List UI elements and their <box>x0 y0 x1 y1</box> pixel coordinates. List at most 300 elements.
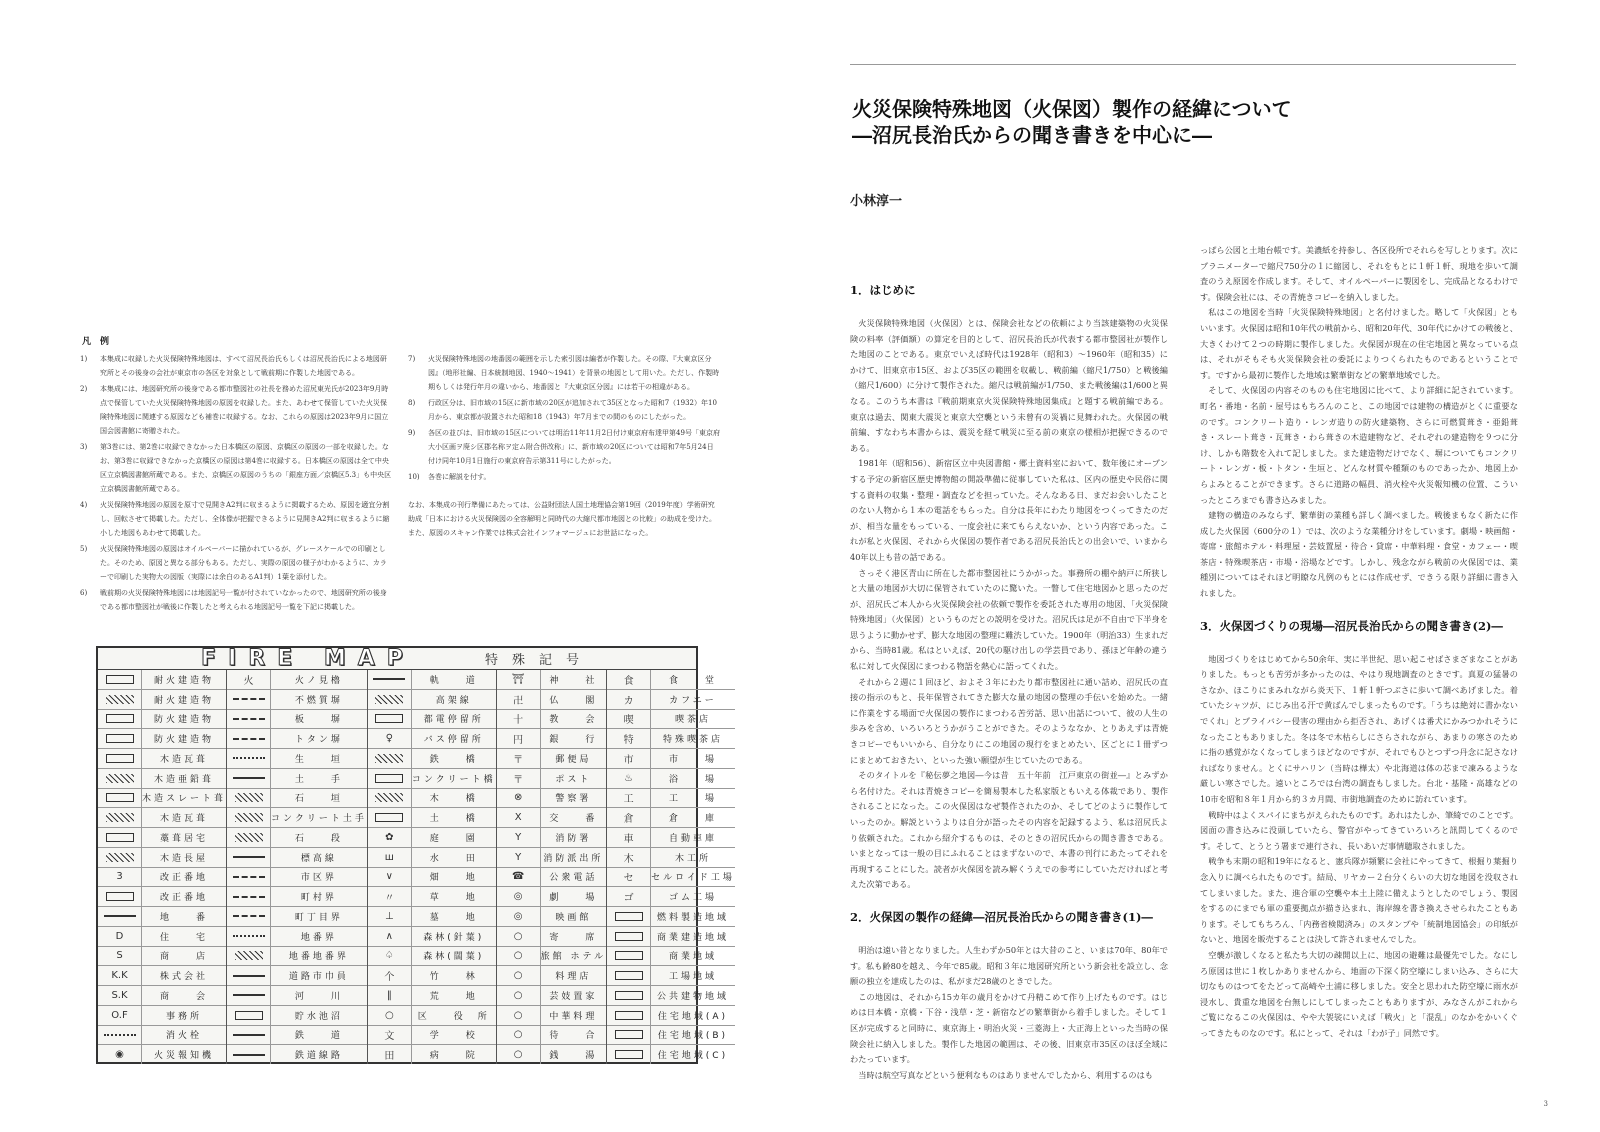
map-symbol-label: 草 地 <box>429 893 478 904</box>
map-symbol-label: カフエー <box>669 695 717 706</box>
fire-map-entry <box>98 729 226 749</box>
map-symbol-icon <box>98 808 142 827</box>
map-symbol-shape-icon <box>233 975 265 977</box>
map-symbol-label: 火ノ見櫓 <box>294 675 343 686</box>
fire-map-entry <box>368 808 496 828</box>
legend-item <box>408 470 720 484</box>
map-symbol-label: 石 段 <box>294 833 343 844</box>
fire-map-entry <box>607 868 735 888</box>
legend-item-text: 戦前期の火災保険特殊地図には地図記号一覧が付されていなかったので、地図研究所の後身である都市整図社が戦後に作製したと考えられる地図記号一覧を下記に掲載した。 <box>100 589 387 611</box>
map-symbol-icon: 木 <box>607 848 651 867</box>
article-paragraph: 火災保険特殊地図（火保図）とは、保険会社などの依頼により当該建築物の火災保険の料率（評価額）の算定を目的として、沼尻長治氏が代表する都市整図社が製作した地図のことである。東京でいえば時代は1928年（昭和3）〜1960年（昭和35）にかけて、旧東京市15区、および35区の範囲を収載し、戦前編（縮尺1/750）と戦後編（縮尺1/600）に分けて製作された。縮尺は戦前編が1/750、また戦後編は1/600と異なる。このうち本書は『戦前期東京火災保険特殊地図集成』と題する戦前編である。東京は過去、関東大震災と東京大空襲という未曾有の災禍に見舞われた。火保図の戦前編、すなわち本書からは、震災を経て戦災に至る前の東京の様相が把握できるのである。 <box>850 318 1168 453</box>
article-paragraph: そのタイトルを『秘伝夢之地図―今は昔 五十年前 江戸東京の街並―』とみずから名付けた。それは青焼きコピーを簡易製本した私家版ともいえる体裁であり、製作されることになった。この火保図はなぜ製作されたのか、そしてどのように製作していったのか。解説というよりは自分が語ったその内容を記録するよう、私は沼尻氏より依頼された。これから紹介するものは、そのときの沼尻氏からの聞き書きである。いまとなっては一般の目にふれることはまずないので、本書の刊行にあたってそれを再現することにした。読者が火保図を読み解くうえでの参考にしていただければと考えた次第である。 <box>850 770 1168 890</box>
map-symbol-label: 病 院 <box>429 1051 478 1062</box>
fire-map-entry <box>227 907 367 927</box>
fire-map-entry <box>98 848 226 868</box>
map-symbol-shape-icon <box>106 833 134 842</box>
legend-item-number: 8) <box>408 399 416 407</box>
legend-item-number: 10) <box>408 473 420 481</box>
fire-map-entry <box>227 710 367 730</box>
legend-item-text: 第3巻には、第2巻に収録できなかった日本橋区の原図、京橋区の原図の一部を収録した。なお、第3巻に収録できなかった京橋区の原図は第4巻に収録する。日本橋区の原図は全て中央区立京橋図書館所蔵である。また、京橋区の原図のうちの「銀座方面／京橋区5.3」も中央区立京橋図書館所蔵である。 <box>100 443 392 493</box>
article-paragraph: 当時は航空写真などという便利なものはありませんでしたから、利用するのはも <box>858 1069 1153 1080</box>
map-symbol-label: 市区界 <box>300 873 337 884</box>
legend-item-text: 各巻に解説を付す。 <box>428 473 491 481</box>
map-symbol-icon: 〒 <box>497 749 541 768</box>
map-symbol-label: ポスト <box>555 774 592 785</box>
map-symbol-label: 工場地域 <box>668 972 717 983</box>
fire-map-entry <box>607 710 735 730</box>
map-symbol-icon: ⊗ <box>497 789 541 808</box>
map-symbol-label: 生 垣 <box>294 754 343 765</box>
fire-map-entry <box>607 789 735 809</box>
map-symbol-icon: ⛩ <box>497 670 541 689</box>
map-symbol-label: 待 合 <box>549 1031 598 1042</box>
map-symbol-shape-icon <box>104 1034 136 1036</box>
map-symbol-icon: K.K <box>98 966 142 985</box>
fire-map-entry <box>497 749 606 769</box>
map-symbol-label: 軌 道 <box>429 675 478 686</box>
map-symbol-label: 消防署 <box>555 833 592 844</box>
legend-item-number: 9) <box>408 429 416 437</box>
legend-item-number: 7) <box>408 355 416 363</box>
map-symbol-shape-icon <box>615 1050 643 1059</box>
fire-map-entry <box>368 986 496 1006</box>
map-symbol-label: 教 会 <box>549 715 598 726</box>
legend-item-text: 行政区分は、旧市域の15区に新市域の20区が追加されて35区となった昭和7（1932）年10月から、東京都が設置された昭和18（1943）年7月までの間のものにしたがった。 <box>428 399 717 421</box>
legend-item-text: 本集成には、地図研究所の後身である都市整図社の社長を務めた沼尻東光氏が2023年9月時点で保管していた火災保険特殊地図の原図を収録した。また、あわせて保管していた火災保険特殊地図に関連する原図なども補巻に収録する。なお、これらの原図は2023年9月に国立国会図書館に寄贈された。 <box>100 385 389 435</box>
fire-map-entry <box>98 868 226 888</box>
top-rule <box>850 64 1516 65</box>
legend-item <box>408 396 720 424</box>
fire-map-entry <box>607 1006 735 1026</box>
legend-item <box>80 586 392 614</box>
fire-map-subtitle: 特殊記号 <box>484 653 593 668</box>
legend-item <box>80 498 392 540</box>
map-symbol-label: 木造スレート葺 <box>142 794 227 805</box>
map-symbol-icon <box>227 848 271 867</box>
map-symbol-icon <box>227 1006 271 1025</box>
fire-map-entry <box>368 670 496 690</box>
fire-map-entry <box>227 887 367 907</box>
map-symbol-label: 荒 地 <box>429 991 478 1002</box>
fire-map-entry <box>497 1026 606 1046</box>
map-symbol-shape-icon <box>233 698 265 700</box>
map-symbol-label: 板 塀 <box>294 715 343 726</box>
fire-map-entry <box>497 808 606 828</box>
fire-map-entry <box>368 887 496 907</box>
map-symbol-label: 標高線 <box>300 853 337 864</box>
map-symbol-shape-icon <box>106 813 134 822</box>
map-symbol-icon <box>227 966 271 985</box>
map-symbol-label: 河 川 <box>294 991 343 1002</box>
fire-map-entry <box>368 789 496 809</box>
map-symbol-icon <box>227 769 271 788</box>
fire-map-entry <box>227 690 367 710</box>
legend-item <box>80 440 392 496</box>
map-symbol-icon: 喫 <box>607 710 651 729</box>
map-symbol-shape-icon <box>233 935 265 937</box>
fire-map-entry <box>227 1026 367 1046</box>
map-symbol-shape-icon <box>106 734 134 743</box>
map-symbol-shape-icon <box>235 793 263 802</box>
map-symbol-label: 消防派出所 <box>543 853 604 864</box>
map-symbol-icon <box>368 690 412 709</box>
map-symbol-label: 木造長屋 <box>160 853 209 864</box>
map-symbol-icon <box>98 789 142 808</box>
map-symbol-label: 木造瓦葺 <box>160 814 209 825</box>
map-symbol-shape-icon <box>233 1054 265 1056</box>
map-symbol-icon: ○ <box>497 966 541 985</box>
section-heading-3: 3．火保図づくりの現場―沼尻長治氏からの聞き書き(2)― <box>1200 618 1503 633</box>
map-symbol-icon <box>227 1026 271 1045</box>
fire-map-entry <box>607 986 735 1006</box>
map-symbol-label: 喫茶店 <box>674 715 711 726</box>
fire-map-entry <box>98 749 226 769</box>
fire-map-entry <box>497 907 606 927</box>
fire-map-column <box>497 670 607 1064</box>
fire-map-entry <box>98 1006 226 1026</box>
map-symbol-icon <box>607 986 651 1005</box>
fire-map-column <box>227 670 368 1064</box>
map-symbol-label: 特殊喫茶店 <box>662 735 723 746</box>
fire-map-entry <box>497 986 606 1006</box>
map-symbol-label: 貯水池沼 <box>294 1011 343 1022</box>
map-symbol-label: 倉 庫 <box>668 814 717 825</box>
map-symbol-shape-icon <box>615 912 643 921</box>
map-symbol-icon <box>227 868 271 887</box>
legend-item-number: 2) <box>80 385 88 393</box>
map-symbol-label: 市 場 <box>668 754 717 765</box>
map-symbol-shape-icon <box>233 856 265 858</box>
article-paragraph: 戦争も末期の昭和19年になると、憲兵隊が頻繁に会社にやってきて、根掘り葉掘り念入りに調べられたものです。結局、リヤカー２台分くらいの大切な地図を没収されてしまいました。また、進合軍の空襲や本土上陸に備えようとしたのでしょう、製図をするのにまでも軍の重要拠点が描き込まれ、海岸線を書き換えさせられたこともあります。そしてもちろん、「内務省検閲済み」のスタンプや「統制地図協会」の印紙がないと、地図を販売することは決して許されませんでした。 <box>1200 856 1518 945</box>
map-symbol-icon <box>98 828 142 847</box>
fire-map-entry <box>607 828 735 848</box>
map-symbol-shape-icon <box>233 1034 265 1036</box>
map-symbol-label: 森林(針葉) <box>423 932 485 943</box>
map-symbol-shape-icon <box>106 892 134 901</box>
map-symbol-label: 地番地番界 <box>288 952 349 963</box>
map-symbol-shape-icon <box>615 971 643 980</box>
map-symbol-icon: 火 <box>227 670 271 689</box>
map-symbol-icon: ∨ <box>368 868 412 887</box>
map-symbol-label: 住宅地域(A) <box>657 1011 729 1022</box>
fire-map-entry <box>497 789 606 809</box>
map-symbol-icon: 个 <box>368 966 412 985</box>
map-symbol-label: 竹 林 <box>429 972 478 983</box>
legend-item-text: 本集成に収録した火災保険特殊地図は、すべて沼尻長治氏もしくは沼尻長治氏による地図研究所とその後身の会社が東京市の各区を対象として戦前期に作製した地図である。 <box>100 355 387 377</box>
fire-map-column <box>607 670 735 1064</box>
fire-map-entry <box>497 966 606 986</box>
map-symbol-icon: S.K <box>98 986 142 1005</box>
article-paragraph: この地図は、それから15カ年の歳月をかけて丹精こめて作り上げたものです。はじめは日本橋・京橋・下谷・浅草・芝・新宿などの繁華街から着手しました。そして１区が完成すると同時に、東京海上・明治火災・三菱海上・大正海上といった当時の保険会社に納入しました。製作した地図の範囲は、その後、旧東京市35区のほぼ全域にわたっています。 <box>850 991 1168 1065</box>
article-paragraph: 1981年（昭和56）、新宿区立中央図書館・郷土資料室において、数年後にオープンする予定の新宿区歴史博物館の開設準備に従事していた私は、区内の歴史や民俗に関する資料の収集・整理・調査などを担っていた。そんなある日、まだお会いしたことのない人物から１本の電話をもらった。自分は長年にわたり地図をつくってきたのだが、相当な量をもっている、一度会社に来てもらえないか、という内容であった。これが私と火保図、それから火保図の製作者である沼尻長治氏との出会いで、いまから40年以上も昔の話である。 <box>850 458 1168 562</box>
fire-map-entry <box>368 1026 496 1046</box>
section-heading-1: 1．はじめに <box>850 283 916 297</box>
article-title-line2: ―沼尻長治氏からの聞き書きを中心に― <box>852 123 1212 147</box>
map-symbol-icon: D <box>98 927 142 946</box>
fire-map-entry <box>607 749 735 769</box>
map-symbol-icon <box>98 710 142 729</box>
legend-column-left <box>80 352 392 616</box>
fire-map-entry <box>227 808 367 828</box>
map-symbol-icon: ♨ <box>607 769 651 788</box>
fire-map-entry <box>227 966 367 986</box>
fire-map-entry <box>98 789 226 809</box>
map-symbol-shape-icon <box>615 1030 643 1039</box>
map-symbol-icon <box>98 1026 142 1045</box>
map-symbol-icon: 食 <box>607 670 651 689</box>
map-symbol-icon: ◉ <box>98 1045 142 1064</box>
map-symbol-icon: ○ <box>497 986 541 1005</box>
map-symbol-label: 鉄 道 <box>294 1031 343 1042</box>
map-symbol-icon: 文 <box>368 1026 412 1045</box>
map-symbol-icon <box>98 670 142 689</box>
fire-map-entry <box>368 907 496 927</box>
fire-map-entry <box>497 729 606 749</box>
legend-item <box>408 426 720 468</box>
map-symbol-shape-icon <box>106 853 134 862</box>
map-symbol-icon <box>368 670 412 689</box>
fire-map-entry <box>607 808 735 828</box>
map-symbol-label: セルロイド工場 <box>651 873 735 884</box>
map-symbol-label: 木 橋 <box>429 794 478 805</box>
fire-map-entry <box>98 947 226 967</box>
map-symbol-shape-icon <box>373 678 405 680</box>
fire-map-entry <box>98 887 226 907</box>
legend-item-number: 1) <box>80 355 88 363</box>
legend-item <box>80 382 392 438</box>
map-symbol-label: 防火建造物 <box>154 715 215 726</box>
map-symbol-icon <box>607 966 651 985</box>
map-symbol-icon <box>227 1045 271 1064</box>
map-symbol-shape-icon <box>233 757 265 759</box>
article-column-2 <box>1200 243 1518 1042</box>
map-symbol-icon <box>227 749 271 768</box>
map-symbol-label: 道路市巾員 <box>288 972 349 983</box>
fire-map-entry <box>227 1006 367 1026</box>
map-symbol-label: コンクリート橋 <box>411 774 496 785</box>
legend-item <box>80 542 392 584</box>
map-symbol-icon <box>227 710 271 729</box>
map-symbol-icon: 工 <box>607 789 651 808</box>
map-symbol-label: 木造瓦葺 <box>160 754 209 765</box>
article-paragraph: 戦時中はよくスパイにまちがえられたものです。あれはたしか、筆綺でのことです。図面の書き込みに没頭していたら、警官がやってきていろいろと訊問してくるのです。そして、とうとう署まで連行され、長いあいだ事情聴取されました。 <box>1200 809 1519 851</box>
fire-map-column <box>368 670 497 1064</box>
fire-map-entry <box>98 927 226 947</box>
fire-map-entry <box>607 690 735 710</box>
map-symbol-icon <box>368 789 412 808</box>
map-symbol-icon: X <box>497 808 541 827</box>
map-symbol-icon <box>98 907 142 926</box>
map-symbol-shape-icon <box>615 951 643 960</box>
map-symbol-label: 町丁目界 <box>294 912 343 923</box>
fire-map-entry <box>497 710 606 730</box>
map-symbol-label: 公共建物地域 <box>656 991 729 1002</box>
fire-map-entry <box>607 1026 735 1046</box>
legend-column-right <box>408 352 720 540</box>
map-symbol-icon <box>607 927 651 946</box>
fire-map-entry <box>98 966 226 986</box>
article-title-line1: 火災保険特殊地図（火保図）製作の経緯について <box>852 97 1292 121</box>
map-symbol-icon: ∧ <box>368 927 412 946</box>
map-symbol-icon: S <box>98 947 142 966</box>
fire-map-entry <box>227 947 367 967</box>
fire-map-entry <box>607 1045 735 1064</box>
map-symbol-label: 町村界 <box>300 893 337 904</box>
map-symbol-shape-icon <box>235 1011 263 1020</box>
map-symbol-shape-icon <box>375 695 403 704</box>
fire-map-entry <box>227 868 367 888</box>
map-symbol-icon: ♤ <box>368 947 412 966</box>
map-symbol-label: 地番界 <box>300 932 337 943</box>
map-symbol-label: 仏 閣 <box>549 695 598 706</box>
map-symbol-shape-icon <box>106 675 134 684</box>
fire-map-entry <box>497 1006 606 1026</box>
map-symbol-label: 住宅地域(B) <box>657 1031 729 1042</box>
map-symbol-shape-icon <box>615 1011 643 1020</box>
fire-map-entry <box>368 1006 496 1026</box>
fire-map-entry <box>368 729 496 749</box>
map-symbol-label: 鉄道線路 <box>294 1051 343 1062</box>
map-symbol-icon: ш <box>368 848 412 867</box>
fire-map-entry <box>98 670 226 690</box>
fire-map-entry <box>227 729 367 749</box>
map-symbol-label: 不燃質塀 <box>294 695 343 706</box>
map-symbol-icon: 3 <box>98 868 142 887</box>
map-symbol-shape-icon <box>106 774 134 783</box>
fire-map-entry <box>227 848 367 868</box>
fire-map-entry <box>497 1045 606 1064</box>
map-symbol-label: 郵便局 <box>555 754 592 765</box>
article-paragraph: 明治は遠い昔となりました。人生わずか50年とは大昔のこと、いまは70年、80年です。私も齢80を越え、今年で85歳。昭和３年に地図研究所という新会社を設立し、念願の独立を達成したのは、私がまだ28歳のときでした。 <box>850 944 1168 987</box>
article-paragraph: それから２週に１回ほど、およそ３年にわたり都市整図社に通い詰め、沼尻氏の直接の指示のもと、長年保管されてきた膨大な量の地図の整理の手伝いを始めた。一緒に作業をする場面で火保図の製作にまつわる苦労話、思い出話について、彼の人生の歩みを含め、いろいろとうかがうことができた。そのようななか、とりあえずは青焼きコピーでもいいから、自分なりにこの地図の現行をまとめたい、区ごとに１冊ずつにまとめておきたい、といった強い願望が生じていたのである。 <box>850 676 1168 765</box>
map-symbol-label: 水 田 <box>429 853 478 864</box>
map-symbol-icon <box>227 828 271 847</box>
fire-map-entry <box>607 927 735 947</box>
map-symbol-shape-icon <box>106 793 134 802</box>
map-symbol-label: 商 会 <box>160 991 209 1002</box>
fire-map-entry <box>607 670 735 690</box>
map-symbol-icon <box>227 907 271 926</box>
map-symbol-shape-icon <box>375 813 403 822</box>
fire-map-entry <box>227 769 367 789</box>
map-symbol-shape-icon <box>375 714 403 723</box>
fire-map-symbol-table <box>96 646 735 1064</box>
map-symbol-icon <box>227 789 271 808</box>
fire-map-entry <box>227 927 367 947</box>
map-symbol-label: 畑 地 <box>429 873 478 884</box>
map-symbol-label: 寄 席 <box>549 932 598 943</box>
map-symbol-icon <box>98 887 142 906</box>
map-symbol-label: 耐火建造物 <box>154 675 215 686</box>
section-heading-2: 2．火保図の製作の経緯―沼尻長治氏からの聞き書き(1)― <box>850 909 1153 924</box>
map-symbol-icon <box>98 729 142 748</box>
map-symbol-icon: 円 <box>497 729 541 748</box>
map-symbol-icon: ◎ <box>497 887 541 906</box>
map-symbol-shape-icon <box>104 915 136 917</box>
fire-map-entry <box>98 808 226 828</box>
fire-map-entry <box>497 690 606 710</box>
map-symbol-label: 芸妓置家 <box>549 991 598 1002</box>
page-number: 3 <box>1543 1100 1548 1108</box>
map-symbol-icon <box>368 749 412 768</box>
fire-map-entry <box>227 749 367 769</box>
fire-map-entry <box>227 1045 367 1064</box>
fire-map-entry <box>368 690 496 710</box>
map-symbol-label: 木造亜鉛葺 <box>154 774 215 785</box>
map-symbol-icon <box>368 710 412 729</box>
map-symbol-label: 商 店 <box>160 952 209 963</box>
article-paragraph: 空襲が激しくなると私たち大切の疎開以上に、地図の避難は最優先でした。なにしろ原図は世に１枚しかありませんから、地面の下深く防空壕にしまい込み、さらに大切なものはつてをたどって高崎や土浦に移しました。安全と思われた防空壕に雨水が浸水し、貴重な地図を台無しにしてしまったこともありますが、みなさんがこれからご覧になるこの火保図は、やや大袈裟にいえば「戦火」と「混乱」のなかをかいくぐってきたものなのです。私にとって、それは「わが子」同然です。 <box>1200 949 1518 1038</box>
fire-map-entry <box>98 986 226 1006</box>
map-symbol-icon <box>227 986 271 1005</box>
legend-item-text: 火災保険特殊地図の原図はオイルペーパーに描かれているが、グレースケールでの印刷とした。そのため、原図と異なる部分もある。ただし、実際の原図の様子がわかるように、カラーで印刷した実物大の図版（実際には余白のあるA1判）1葉を添付した。 <box>100 545 387 581</box>
map-symbol-label: 神 社 <box>549 675 598 686</box>
map-symbol-icon: ✿ <box>368 828 412 847</box>
map-symbol-shape-icon <box>375 774 403 783</box>
fire-map-entry <box>497 769 606 789</box>
map-symbol-icon: カ <box>607 690 651 709</box>
article-paragraph: 建物の構造のみならず、繁華街の業種も詳しく調べました。戦後まもなく新たに作成した火保図（600分の１）では、次のような業種分けをしています。劇場・映画館・寄席・旅館ホテル・料理屋・芸妓置屋・待合・貸席・中華料理・食堂・カフェー・喫茶店・特殊喫茶店・市場・浴場などです。しかし、残念ながら戦前の火保図では、業種別についてはそれほど明瞭な凡例のもとには作成せず、できうる限り詳細に書き入れました。 <box>1200 510 1518 599</box>
fire-map-entry <box>98 690 226 710</box>
fire-map-entry <box>368 966 496 986</box>
map-symbol-label: 交 番 <box>549 814 598 825</box>
map-symbol-shape-icon <box>233 777 265 779</box>
map-symbol-icon: ☎ <box>497 868 541 887</box>
map-symbol-shape-icon <box>233 896 265 898</box>
fire-map-entry <box>368 947 496 967</box>
article-author: 小林淳一 <box>850 194 903 209</box>
map-symbol-label: 劇 場 <box>549 893 598 904</box>
map-symbol-icon: ○ <box>497 1006 541 1025</box>
legend-title: 凡 例 <box>82 337 110 347</box>
map-symbol-label: 学 校 <box>429 1031 478 1042</box>
map-symbol-label: 浴 場 <box>668 774 717 785</box>
map-symbol-icon <box>368 808 412 827</box>
map-symbol-icon: Y <box>497 848 541 867</box>
map-symbol-icon: 十 <box>497 710 541 729</box>
map-symbol-label: 株式会社 <box>160 972 209 983</box>
fire-map-title: FIRE MAP <box>201 646 415 671</box>
map-symbol-label: 映画館 <box>555 912 592 923</box>
map-symbol-icon: 倉 <box>607 808 651 827</box>
fire-map-entry <box>607 966 735 986</box>
map-symbol-label: 地 番 <box>160 912 209 923</box>
map-symbol-label: 旅館 ホテル <box>540 952 607 963</box>
fire-map-entry <box>98 1045 226 1064</box>
article-paragraph: 地図づくりをはじめてから50余年、実に半世紀、思い起こせばさまざまなことがありました。もっとも苦労が多かったのは、やはり現地調査のときです。真夏の猛暑のさなか、ほこりにまみれながら炎天下、１軒１軒つぶさに歩いて調べあげました。着ていたシャツが、にじみ出る汗で黄ばんでしまったものです。「うちは絶対に書かないでくれ」とプライバシー侵害の理由から拒否され、あげくは番犬にかみつかれそうになったこともありました。冬は冬で木枯らしにさらされながら、あまりの寒さのために指の感覚がなくなってしまうほどなのですが、それでもひとつずつ丹念に記さなければなりません。とくにサハリン（当時は樺太）や北海道は体の芯まで凍みるような厳しい寒さでした。遠いところでは台湾の調査もしました。台北・基隆・高雄などの10市を昭和８年１月から約３カ月間、市街地調査のために訪れています。 <box>1200 653 1518 804</box>
map-symbol-label: コンクリート土手 <box>271 814 367 825</box>
article-paragraph: 私はこの地図を当時「火災保険特殊地図」と名付けました。略して「火保図」ともいいます。火保図は昭和10年代の戦前から、昭和20年代、30年代にかけての戦後と、大きくわけて２つの時期に製作しました。火保図が現在の住宅地図と異なっている点は、それがそもそも火災保険会社の委託によりつくられたものであるということです。ですから最初に製作した地域は繁華街などの繁華地域でした。 <box>1200 307 1518 380</box>
map-symbol-icon: 卍 <box>497 690 541 709</box>
map-symbol-label: 土 手 <box>294 774 343 785</box>
article-title <box>852 96 1292 148</box>
map-symbol-label: 木工所 <box>674 853 711 864</box>
map-symbol-icon: ○ <box>497 947 541 966</box>
fire-map-column <box>98 670 227 1064</box>
fire-map-entry <box>368 749 496 769</box>
legend-item-number: 4) <box>80 501 88 509</box>
map-symbol-label: 土 橋 <box>429 814 478 825</box>
map-symbol-label: 消火栓 <box>166 1031 203 1042</box>
map-symbol-label: 商業地域 <box>668 952 717 963</box>
map-symbol-label: 住 宅 <box>160 932 209 943</box>
map-symbol-icon <box>227 947 271 966</box>
map-symbol-icon: 〒 <box>497 769 541 788</box>
map-symbol-label: 火災報知機 <box>154 1051 215 1062</box>
map-symbol-icon: ○ <box>368 1006 412 1025</box>
legend-item <box>80 352 392 380</box>
